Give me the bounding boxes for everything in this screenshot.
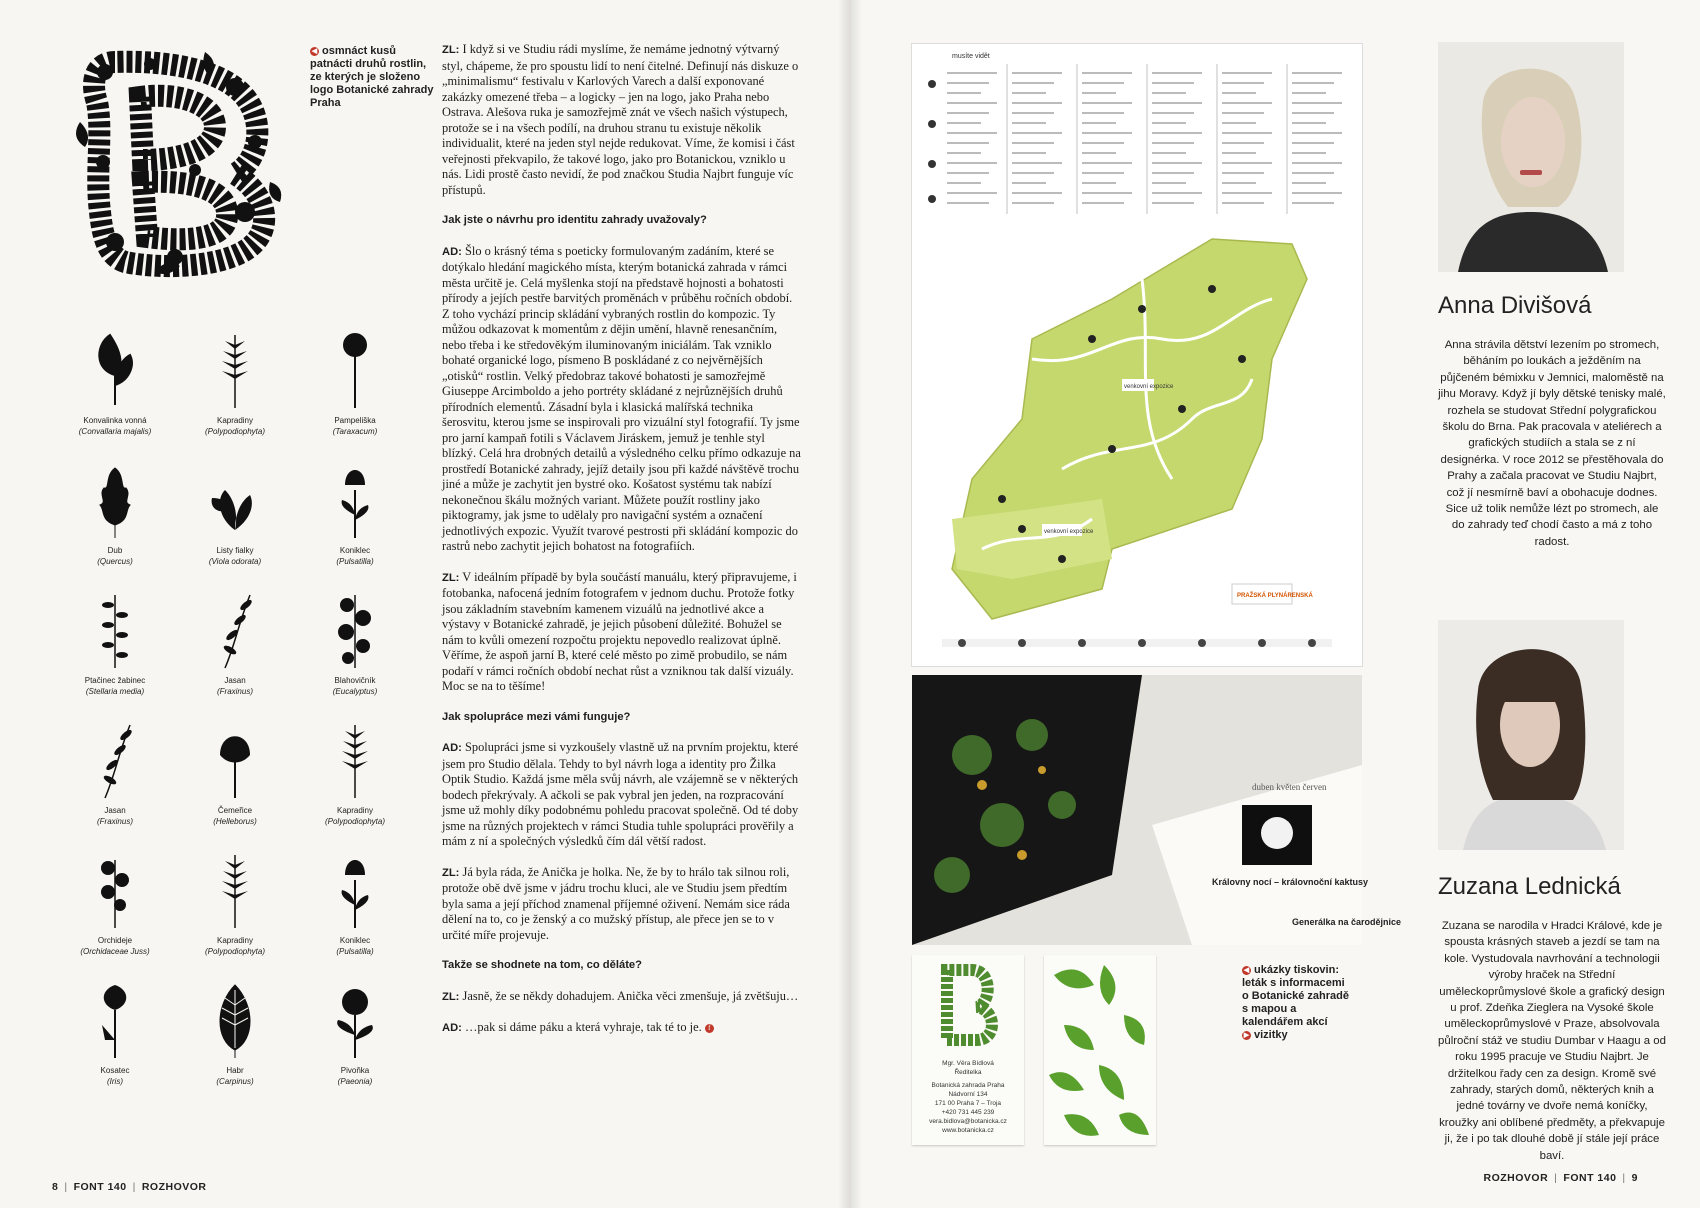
plant-latin-name: (Pulsatilla): [336, 947, 374, 956]
plant-name: Jasan: [224, 676, 246, 685]
leaflet-text-line: [1012, 172, 1054, 174]
card-address: Nádvorní 134: [948, 1091, 988, 1098]
plant-latin-name: (Viola odorata): [208, 557, 262, 566]
leaflet-text-line: [1222, 172, 1264, 174]
card-email: vera.bidlova@botanicka.cz: [929, 1118, 1007, 1125]
print-samples-caption: [1242, 964, 1352, 1042]
leaflet-text-line: [1292, 192, 1342, 194]
leaflet-text-line: [1152, 72, 1202, 74]
leaflet-text-line: [1012, 182, 1046, 184]
caption-marker-icon: ◀: [1243, 966, 1250, 974]
leaflet-text-line: [1292, 72, 1342, 74]
plant-latin-name: (Convallaria majalis): [78, 427, 152, 436]
leaflet-text-line: [1012, 192, 1062, 194]
leaflet-text-line: [1222, 142, 1264, 144]
flower-stem-icon: [330, 850, 380, 930]
plant-item: [55, 975, 175, 1105]
page-number: 8: [52, 1181, 59, 1193]
leaflet-text-line: [1292, 182, 1326, 184]
magazine-issue: FONT 140: [73, 1181, 127, 1193]
logo-caption: [310, 45, 435, 110]
card-phone: +420 731 445 239: [941, 1109, 995, 1116]
leaflet-text-line: [947, 72, 997, 74]
plant-item: [175, 975, 295, 1105]
plant-item: [175, 715, 295, 845]
plant-item: [55, 325, 175, 455]
leaflet-text-line: [1292, 172, 1334, 174]
card-role: Ředitelka: [954, 1069, 982, 1076]
leaflet-text-line: [1152, 112, 1194, 114]
plant-latin-name: (Polypodiophyta): [324, 817, 386, 826]
fern-icon: [330, 720, 380, 800]
plant-latin-name: (Quercus): [97, 557, 133, 566]
leaflet-text-line: [1152, 172, 1194, 174]
leaflet-text-line: [1012, 122, 1046, 124]
brochure-headline: Královny nocí – královnoční kaktusy: [1212, 877, 1369, 887]
plant-item: [55, 455, 175, 585]
plant-item: [175, 325, 295, 455]
leaflet-text-line: [1152, 142, 1194, 144]
leaf-icon: [90, 330, 140, 410]
leaflet-text-line: [1292, 142, 1334, 144]
speaker-label: ZL:: [442, 571, 460, 584]
section-name: ROZHOVOR: [1483, 1172, 1549, 1184]
fern-icon: [210, 330, 260, 410]
leaflet-text-line: [1222, 192, 1272, 194]
leaflet-text-line: [1082, 142, 1124, 144]
orchid-icon: [90, 850, 140, 930]
plant-name: Blahovičník: [334, 676, 376, 685]
plant-item: [55, 715, 175, 845]
leaflet-text-line: [947, 182, 981, 184]
brochure-illustration: [912, 675, 1402, 945]
plant-latin-name: (Pulsatilla): [336, 557, 374, 566]
cards-caption-text: vizitky: [1254, 1029, 1288, 1041]
plant-latin-name: (Fraxinus): [216, 687, 253, 696]
plant-name: Koniklec: [339, 546, 371, 555]
leaflet-text-line: [1292, 162, 1342, 164]
page-gutter: [838, 0, 862, 1208]
leaflet-text-line: [1222, 82, 1264, 84]
portrait-photo: [1438, 42, 1624, 272]
leaves-icon: [210, 460, 260, 540]
leaflet-text-line: [1012, 92, 1046, 94]
bio-name-zuzana: Zuzana Lednická: [1438, 873, 1621, 900]
flower-stem-icon: [330, 460, 380, 540]
oak-leaf-icon: [90, 460, 140, 540]
iris-icon: [90, 980, 140, 1060]
business-card-back: [1044, 955, 1156, 1145]
leaflet-text-line: [1152, 82, 1194, 84]
plant-latin-name: (Polypodiophyta): [204, 947, 266, 956]
leaflet-text-line: [1292, 132, 1342, 134]
plant-latin-name: (Carpinus): [216, 1077, 254, 1086]
leaflet-text-line: [1082, 112, 1124, 114]
leaflet-text-line: [1082, 92, 1116, 94]
leaflet-text-line: [1082, 192, 1132, 194]
plant-name: Kapradiny: [216, 416, 254, 425]
branch-icon: [90, 720, 140, 800]
speaker-label: AD:: [442, 742, 462, 754]
interview-paragraph: [442, 740, 802, 850]
leaflet-text-line: [1152, 192, 1202, 194]
answer-text: V ideálním případě by byla součástí manuálu, který připravujeme, i fotobanka, nafocená jedním fotografem v jednom duchu. Protože fotky jsou základním stavebním kamenem vizuálů na jednotlivé akce a výstavy v Botanické zahradě, je jejich působení důležité. Bohužel se nám to kvůli omezení rozpočtu projektu nepovedlo realizovat úplně. Věříme, že aspoň jarní B, které celé město po zimě probudilo, se nám podaří v rámci ročních období nechat růst a vzniknou tak další vizuály. Moc se na to těšíme!: [442, 569, 797, 693]
card-b-logo: [912, 955, 1024, 1055]
sponsor-logo: PRAŽSKÁ PLYNÁRENSKÁ: [1237, 593, 1313, 599]
leaflet-text-line: [1082, 152, 1116, 154]
interview-paragraph: [442, 989, 802, 1006]
leaflet-text-line: [1012, 102, 1062, 104]
plant-name: Kapradiny: [336, 806, 374, 815]
leaflet-text-line: [1152, 202, 1194, 204]
plant-latin-name: (Taraxacum): [332, 427, 378, 436]
hellebore-icon: [210, 720, 260, 800]
leaflet-text-line: [1222, 102, 1272, 104]
answer-text: Šlo o krásný téma s poeticky formulovaným zadáním, které se dotýkalo hledání magického místa, kterým botanická zahrada v rámci města určitě je. Celá myšlenka stojí na představě hojnosti a bohatosti přírody a jejích pestře barvitých proměnách v průběhu ročních období. Z toho vychází princip skládání vybraných rostlin do kompozic. Ty můžou odkazovat k momentům z dějin umění, hlavně renesančním, nebo třeba i ke středověkým iluminovaným iniciálám. Tak vzniklo bohaté organické logo, písmeno B poskládané z co nejvěrnějších „otisků“ rostlin. Velký předobraz takové bohatosti je samozřejmě Giuseppe Arcimboldo a jeho portréty skládané z nejrůznějších druhů přírodních elementů. Zásadní byla i klasická malířská technika šerosvitu, kterou jsme se inspirovali pro vizuální styl fotografií. Ty jsme pro jarní kampaň fotili s Václavem Jiráskem, jemuž je tenhle styl blízký. Celá hra drobných detailů a výsledného celku přímo odkazuje na prostředí Botanické zahrady, jejíž detaily jsou při každé návštěvě trochu jiné a může je zachytit jen bystré oko. Košatost systému tak nabízí nekonečnou škálu možných variant. Můžete použít rostliny jako piktogramy, jak jsme to udělaly pro navigační systém a označení jednotlivých expozic. Využít tvarové pestrosti při skládání kompozic do rastrů nebo zachytit jejich bohatost na fotografiích.: [442, 243, 801, 553]
answer-text: I když si ve Studiu rádi myslíme, že nemáme jednotný výtvarný styl, chápeme, že pro spoustu lidí to není čitelné. Definují nás diskuze o „minimalismu“ festivalu v Karlových Varech a další exponované zakázky omezené třeba – a logicky – jen na logo, jako Praha nebo Ostrava. Alešova ruka je samozřejmě znát ve všech našich výstupech, protože se i na všech podílí, na druhou stranu tu existuje několik individualit, které na jeden styl nejde redukovat. Víme, že komisi i část veřejnosti překvapilo, že takové logo, jako pro Botanickou, vzniklo u nás. Lidi prostě často nevidí, že pod značkou Studia Najbrt funguje víc přístupů.: [442, 42, 799, 197]
answer-text: Já byla ráda, že Anička je holka. Ne, že by to hrálo tak silnou roli, protože obě dvě jsme v jádru trochu kluci, ale ve Studiu jsem předtím byla sama a její příchod znamenal příjemné oživení. Nemám sice ráda dělení na to, co je ženský a co mužský přístup, ale přece jen se to v určité míře projevuje.: [442, 864, 790, 942]
plant-item: [175, 455, 295, 585]
fern-icon: [210, 850, 260, 930]
leaflet-text-line: [1152, 92, 1186, 94]
plant-item: [295, 845, 415, 975]
leaflet-text-line: [1012, 162, 1062, 164]
plant-latin-name: (Polypodiophyta): [204, 427, 266, 436]
leaflet-text-line: [947, 192, 997, 194]
plant-item: [175, 585, 295, 715]
leaflet-text-line: [1082, 102, 1132, 104]
speaker-label: AD:: [442, 245, 462, 258]
plant-item: [55, 585, 175, 715]
plant-pictogram-grid: [55, 325, 415, 1105]
map-leaflet-photo: [912, 44, 1362, 666]
bio-text-zuzana: Zuzana se narodila v Hradci Králové, kde je spousta krásných staveb a jezdí se tam na kole. Vystudovala navrhování a technologii výroby hraček na Střední uměleckoprůmyslové škole a grafický design u prof. Zdeňka Zieglera na Vysoké škole uměleckoprůmyslové v Praze, absolvovala půlroční stáž ve studiu Dumbar v Haagu a od roku 1995 pracuje ve Studiu Najbrt. Je držitelkou řady cen za design. Kromě své zahrady, starých domů, některých knih a jedné továrny ve dvoře nemá koníčky, kroužky ani oblíbené předměty, a překvapuje ji, že i po tak dlouhé době jí stále její práce baví.: [1438, 920, 1666, 1162]
card-web: www.botanicka.cz: [942, 1127, 994, 1134]
herb-icon: [90, 590, 140, 670]
plant-name: Kapradiny: [216, 936, 254, 945]
leaflet-text-line: [1222, 182, 1256, 184]
leaflet-text-line: [1152, 122, 1186, 124]
portrait-anna: [1438, 42, 1624, 272]
folio-left: 8 | FONT 140 | ROZHOVOR: [52, 1181, 207, 1193]
plant-item: [55, 845, 175, 975]
interview-paragraph: [442, 42, 802, 198]
plant-name: Pampeliška: [334, 416, 376, 425]
leaflet-text-line: [1292, 92, 1326, 94]
leaflet-text-line: [1152, 132, 1202, 134]
plant-latin-name: (Stellaria media): [85, 687, 145, 696]
plant-name: Čemeřice: [217, 806, 253, 815]
plant-item: [295, 325, 415, 455]
brochure-headline-2: Generálka na čarodějnice: [1292, 917, 1402, 927]
leaflet-text-line: [947, 102, 997, 104]
speaker-label: AD:: [442, 1022, 462, 1034]
leaflet-text-line: [1222, 162, 1272, 164]
plant-latin-name: (Iris): [107, 1077, 123, 1086]
answer-text: Jasně, že se někdy dohadujem. Anička věci zmenšuje, já zvětšuju…: [459, 988, 799, 1003]
plant-name: Jasan: [104, 806, 126, 815]
leaflet-text-line: [1292, 122, 1326, 124]
business-card-front: [912, 955, 1024, 1145]
leaflet-text-line: [1292, 112, 1334, 114]
leaflet-text-line: [1082, 82, 1124, 84]
folio-right: ROZHOVOR | FONT 140 | 9: [1483, 1172, 1638, 1184]
leaflet-text-line: [947, 202, 989, 204]
plant-latin-name: (Helleborus): [213, 817, 257, 826]
leaflet-text-line: [947, 142, 989, 144]
caption-marker-icon: ◀: [311, 47, 318, 55]
leaflet-text-line: [1152, 152, 1186, 154]
leaflet-text-line: [1012, 142, 1054, 144]
speaker-label: ZL:: [442, 44, 460, 56]
plant-name: Pivoňka: [340, 1066, 370, 1075]
plant-latin-name: (Orchidaceae Juss): [80, 947, 150, 956]
interview-question: Takže se shodnete na tom, co děláte?: [442, 959, 642, 971]
plant-name: Kosatec: [100, 1066, 130, 1075]
leaflet-text-line: [1222, 132, 1272, 134]
leaflet-text-line: [1152, 102, 1202, 104]
leaflet-header: musíte vidět: [952, 53, 990, 60]
leaflet-text-line: [1152, 162, 1202, 164]
leaflet-text-line: [1222, 202, 1264, 204]
speaker-label: ZL:: [442, 866, 460, 879]
portrait-zuzana: [1438, 620, 1624, 850]
leaflet-text-line: [1292, 202, 1334, 204]
card-org: Botanická zahrada Praha: [931, 1082, 1005, 1089]
interview-paragraph: [442, 244, 802, 555]
plant-name: Koniklec: [339, 936, 371, 945]
plant-item: [295, 975, 415, 1105]
leaflet-text-line: [1082, 122, 1116, 124]
branch-icon: [210, 590, 260, 670]
leaflet-text-line: [1222, 122, 1256, 124]
eucalyptus-icon: [330, 590, 380, 670]
leaflet-text-line: [1082, 172, 1124, 174]
plant-name: Habr: [226, 1066, 244, 1075]
interview-question: Jak spolupráce mezi vámi funguje?: [442, 710, 631, 723]
leaflet-text-line: [1082, 202, 1124, 204]
bio-name-anna: Anna Divišová: [1438, 292, 1592, 319]
plant-latin-name: (Eucalyptus): [332, 687, 378, 696]
card-leaf-pattern: [1044, 955, 1156, 1145]
leaflet-text-line: [1222, 112, 1264, 114]
botanic-b-logo: [55, 42, 305, 282]
flower-icon: [330, 330, 380, 410]
speaker-label: ZL:: [442, 990, 460, 1003]
leaflet-text-line: [1012, 82, 1054, 84]
answer-text: …pak si dáme páku a která vyhraje, tak té to je.: [461, 1020, 702, 1034]
plant-name: Konvalinka vonná: [83, 416, 147, 425]
leaflet-text-line: [1082, 182, 1116, 184]
leaflet-text-line: [1082, 72, 1132, 74]
end-mark-icon: f: [705, 1024, 714, 1033]
section-name: ROZHOVOR: [141, 1181, 207, 1193]
interview-column: [442, 42, 802, 1052]
answer-text: Spolupráci jsme si vyzkoušely vlastně už na prvním projektu, které jsem pro Studio dělala. Tehdy to byl návrh loga a identity pro Žilka Optik Studio. Každá jsme měla svůj návrh, ale vzájemně se v některých bodech překrývaly. A ačkoli se pak vybral jen jeden, na rozpracování jsme už mohly díky podobnému pohledu pracovat společně. Od té doby jsme na různých projektech v rámci Studia tuhle spolupráci prověřily a mám z ní a společných výsledků čím dál větší radost.: [442, 740, 799, 848]
print-caption-text: ukázky tiskovin: leták s informacemi o Botanické zahradě s mapou a kalendářem akcí: [1242, 964, 1349, 1028]
leaflet-text-line: [1082, 132, 1132, 134]
leaflet-text-line: [1222, 72, 1272, 74]
leaflet-text-line: [1012, 132, 1062, 134]
plant-item: [295, 455, 415, 585]
caption-marker-icon: ▶: [1243, 1031, 1250, 1039]
leaflet-text-line: [947, 172, 989, 174]
plant-name: Orchideje: [97, 936, 133, 945]
bio-text-anna: Anna strávila dětství lezením po stromech, běháním po loukách a ježděním na půjčeném bémixku v Jemnici, maloměstě na jihu Moravy. Když jí byly dětské tenisky malé, rozhela se studovat Střední polygrafickou školu do Brna. Pak pracovala v ateliérech a grafických studiích a stala se z ní designérka. V roce 2012 se přestěhovala do Prahy a začala pracovat ve Studiu Najbrt, což jí nesmírně baví a obohacuje dodnes. Sice už tolik nemůže lézt po stromech, ale do zahrady teď chodí často a má z toho radost.: [1438, 339, 1666, 548]
leaflet-text-line: [1012, 152, 1046, 154]
leaflet-text-line: [1292, 102, 1342, 104]
portrait-photo: [1438, 620, 1624, 850]
leaflet-text-line: [947, 82, 989, 84]
leaflet-text-line: [1012, 112, 1054, 114]
interview-question: Jak jste o návrhu pro identitu zahrady uvažovaly?: [442, 214, 707, 226]
peony-icon: [330, 980, 380, 1060]
leaflet-text-line: [947, 132, 997, 134]
brochure-months: duben květen červen: [1252, 782, 1327, 792]
card-details: [912, 1059, 1024, 1135]
magazine-issue: FONT 140: [1563, 1172, 1617, 1184]
plant-item: [295, 585, 415, 715]
page-number: 9: [1631, 1172, 1638, 1184]
plant-item: [295, 715, 415, 845]
plant-item: [175, 845, 295, 975]
leaflet-text-line: [1012, 202, 1054, 204]
zone-label: venkovní expozice: [1044, 529, 1094, 535]
garden-map: [912, 219, 1362, 666]
logo-caption-text: osmnáct kusů patnácti druhů rostlin, ze kterých je složeno logo Botanické zahrady Praha: [310, 45, 434, 109]
interview-paragraph: [442, 1020, 802, 1037]
interview-paragraph: [442, 570, 802, 695]
card-person: Mgr. Věra Bídlová: [942, 1060, 994, 1067]
leaflet-text-line: [1292, 82, 1334, 84]
leaflet-text-line: [947, 112, 989, 114]
interview-paragraph: [442, 865, 802, 944]
plant-latin-name: (Paeonia): [337, 1077, 373, 1086]
leaflet-text-line: [947, 122, 981, 124]
leaflet-text-line: [947, 92, 981, 94]
hornbeam-leaf-icon: [210, 980, 260, 1060]
plant-name: Dub: [107, 546, 123, 555]
plant-name: Ptačinec žabinec: [84, 676, 146, 685]
leaflet-text-line: [1152, 182, 1186, 184]
leaflet-text-line: [1292, 152, 1326, 154]
card-address: 171 00 Praha 7 – Troja: [934, 1100, 1002, 1107]
leaflet-text-line: [947, 162, 997, 164]
leaflet-text-line: [1012, 72, 1062, 74]
plant-name: Listy fialky: [216, 546, 254, 555]
leaflet-text-line: [947, 152, 981, 154]
leaflet-info-grid: [912, 44, 1362, 219]
leaflet-text-line: [1222, 92, 1256, 94]
leaflet-text-line: [1082, 162, 1132, 164]
plant-latin-name: (Fraxinus): [96, 817, 133, 826]
brochure-photo: [912, 675, 1402, 945]
leaflet-text-line: [1222, 152, 1256, 154]
zone-label: venkovní expozice: [1124, 384, 1174, 390]
